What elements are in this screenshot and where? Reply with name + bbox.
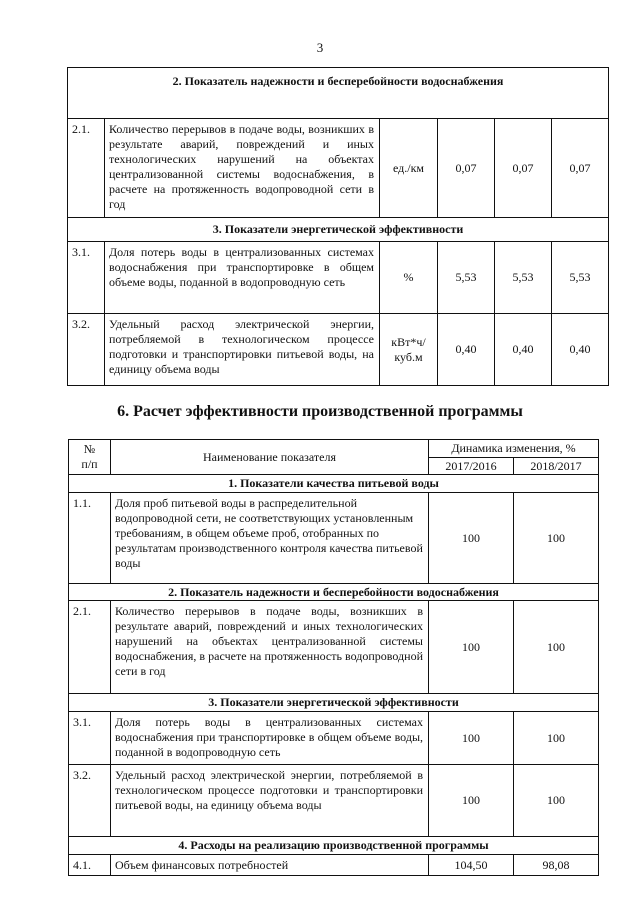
value-cell: 100 xyxy=(514,712,599,765)
value-cell: 100 xyxy=(514,493,599,584)
indicator-name: Количество перерывов в подаче воды, возникших в результате аварий, повреждений и иных технологических нарушений на объектах централизованной системы водоснабжения, в расчете на протяженность водопроводной сети в год xyxy=(111,601,429,694)
value-cell: 0,07 xyxy=(552,119,609,218)
value-cell: 100 xyxy=(514,765,599,837)
indicator-name: Доля проб питьевой воды в распределительной водопроводной сети, не соответствующих установленным требованиям, в общем объеме проб, отобранных по результатам производственного контроля качества питьевой воды xyxy=(111,493,429,584)
section-heading-energy: 3. Показатели энергетической эффективности xyxy=(69,694,599,712)
section-row xyxy=(69,694,599,712)
indicator-name: Удельный расход электрической энергии, потребляемой в технологическом процессе подготовки и транспортировки питьевой воды, на единицу объема воды xyxy=(111,765,429,837)
row-number: 1.1. xyxy=(69,493,111,584)
row-number: 3.2. xyxy=(69,765,111,837)
section-row xyxy=(69,475,599,493)
unit-cell xyxy=(380,314,438,386)
row-number: 2.1. xyxy=(68,119,105,218)
header-period: 2017/2016 xyxy=(429,458,514,475)
value-cell: 100 xyxy=(514,601,599,694)
page-number: 3 xyxy=(316,40,324,55)
indicator-name: Удельный расход электрической энергии, потребляемой в технологическом процессе подготовки и транспортировки питьевой воды, на единицу объема воды xyxy=(105,314,380,386)
unit-line: кВт*ч/ xyxy=(391,334,426,349)
indicators-table-continued xyxy=(67,67,609,386)
value-cell: 100 xyxy=(429,601,514,694)
value-cell: 100 xyxy=(429,493,514,584)
value-cell: 98,08 xyxy=(514,855,599,876)
indicator-name: Объем финансовых потребностей xyxy=(111,855,429,876)
section-row xyxy=(69,584,599,601)
value-cell: 5,53 xyxy=(495,242,552,314)
section-row xyxy=(68,68,609,119)
header-name: Наименование показателя xyxy=(111,440,429,475)
unit-line: куб.м xyxy=(394,349,423,364)
value-cell: 0,40 xyxy=(438,314,495,386)
row-number: 3.1. xyxy=(69,712,111,765)
header-num-line: п/п xyxy=(81,457,98,471)
table-row xyxy=(69,855,599,876)
section-row xyxy=(68,218,609,242)
efficiency-table xyxy=(68,439,599,876)
indicator-name: Количество перерывов в подаче воды, возникших в результате аварий, повреждений и иных технологических нарушений на объектах централизованной системы водоснабжения, в расчете на протяженность водопроводной сети в год xyxy=(105,119,380,218)
value-cell: 104,50 xyxy=(429,855,514,876)
value-cell: 100 xyxy=(429,765,514,837)
row-number: 3.1. xyxy=(68,242,105,314)
section-6-title: 6. Расчет эффективности производственной программы xyxy=(117,403,523,420)
table-row xyxy=(68,119,609,218)
section-heading-reliability: 2. Показатель надежности и бесперебойности водоснабжения xyxy=(68,68,609,119)
value-cell: 100 xyxy=(429,712,514,765)
value-cell: 0,40 xyxy=(495,314,552,386)
table-row xyxy=(69,601,599,694)
header-period: 2018/2017 xyxy=(514,458,599,475)
section-heading-quality: 1. Показатели качества питьевой воды xyxy=(69,475,599,493)
section-row xyxy=(69,837,599,855)
value-cell: 0,07 xyxy=(495,119,552,218)
unit-cell: ед./км xyxy=(380,119,438,218)
indicator-name: Доля потерь воды в централизованных системах водоснабжения при транспортировке в общем объеме воды, поданной в водопроводную сеть xyxy=(111,712,429,765)
unit-cell: % xyxy=(380,242,438,314)
row-number: 4.1. xyxy=(69,855,111,876)
value-cell: 0,40 xyxy=(552,314,609,386)
header-dynamics: Динамика изменения, % xyxy=(429,440,599,458)
value-cell: 5,53 xyxy=(552,242,609,314)
section-heading-energy: 3. Показатели энергетической эффективности xyxy=(68,218,609,242)
table-row xyxy=(68,314,609,386)
section-heading-costs: 4. Расходы на реализацию производственной программы xyxy=(69,837,599,855)
table-row xyxy=(69,493,599,584)
table-row xyxy=(69,765,599,837)
table-row xyxy=(68,242,609,314)
header-num-line: № xyxy=(83,442,96,456)
value-cell: 0,07 xyxy=(438,119,495,218)
row-number: 3.2. xyxy=(68,314,105,386)
table-row xyxy=(69,712,599,765)
indicator-name: Доля потерь воды в централизованных системах водоснабжения при транспортировке в общем объеме воды, поданной в водопроводную сеть xyxy=(105,242,380,314)
header-row xyxy=(69,440,599,458)
row-number: 2.1. xyxy=(69,601,111,694)
header-num xyxy=(69,440,111,475)
value-cell: 5,53 xyxy=(438,242,495,314)
section-heading-reliability: 2. Показатель надежности и бесперебойности водоснабжения xyxy=(69,584,599,601)
